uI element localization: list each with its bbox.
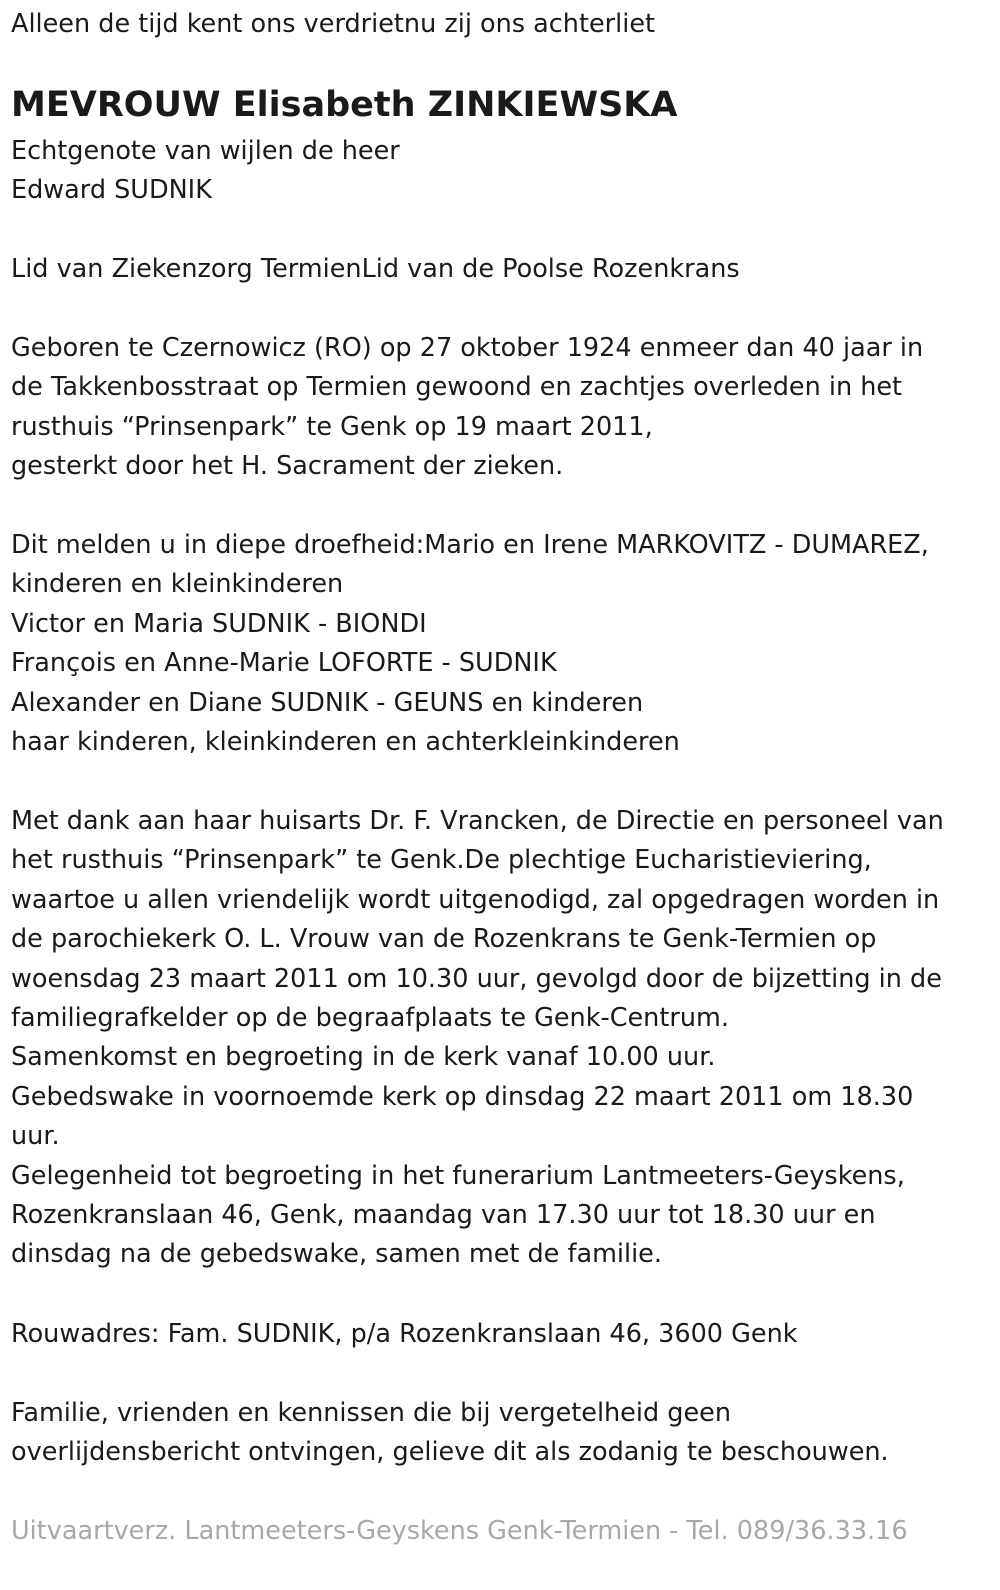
paragraph-line: Dit melden u in diepe droefheid:Mario en Irene MARKOVITZ - DUMAREZ, — [11, 530, 929, 560]
paragraph-line: Gebedswake in voornoemde kerk op dinsdag 22 maart 2011 om 18.30 — [11, 1081, 914, 1112]
paragraph-line: het rusthuis “Prinsenpark” te Genk.De plechtige Eucharistieviering, — [11, 845, 872, 876]
paragraph-line: familiegrafkelder op de begraafplaats te Genk-Centrum. — [11, 1003, 729, 1034]
paragraph-line: Familie, vrienden en kennissen die bij vergetelheid geen — [11, 1398, 731, 1428]
spouse-name: Edward SUDNIK — [11, 175, 212, 206]
paragraph-line: dinsdag na de gebedswake, samen met de familie. — [11, 1239, 662, 1270]
paragraph-line: Victor en Maria SUDNIK - BIONDI — [11, 608, 427, 639]
motto: Alleen de tijd kent ons verdrietnu zij ons achterliet — [11, 9, 655, 39]
paragraph-line: waartoe u allen vriendelijk wordt uitgenodigd, zal opgedragen worden in — [11, 884, 940, 915]
address-line: Rouwadres: Fam. SUDNIK, p/a Rozenkranslaan 46, 3600 Genk — [11, 1319, 798, 1349]
paragraph-line: Met dank aan haar huisarts Dr. F. Vrancken, de Directie en personeel van — [11, 806, 944, 836]
paragraph-line: kinderen en kleinkinderen — [11, 569, 344, 600]
paragraph-line: overlijdensbericht ontvingen, gelieve dit als zodanig te beschouwen. — [11, 1437, 889, 1468]
paragraph-line: rusthuis “Prinsenpark” te Genk op 19 maart 2011, — [11, 411, 653, 442]
paragraph-line: Alexander en Diane SUDNIK - GEUNS en kinderen — [11, 687, 644, 718]
paragraph-line: de parochiekerk O. L. Vrouw van de Rozenkrans te Genk-Termien op — [11, 924, 877, 955]
paragraph-line: Samenkomst en begroeting in de kerk vanaf 10.00 uur. — [11, 1042, 716, 1073]
paragraph-line: de Takkenbosstraat op Termien gewoond en zachtjes overleden in het — [11, 372, 903, 403]
paragraph-line: woensdag 23 maart 2011 om 10.30 uur, gevolgd door de bijzetting in de — [11, 963, 942, 994]
paragraph-line: Rozenkranslaan 46, Genk, maandag van 17.30 uur tot 18.30 uur en — [11, 1200, 876, 1231]
announcement-paragraph — [11, 526, 929, 762]
spouse-info — [11, 132, 400, 211]
birth-death-paragraph — [11, 329, 923, 487]
paragraph-line: Geboren te Czernowicz (RO) op 27 oktober 1924 enmeer dan 40 jaar in — [11, 333, 924, 363]
paragraph-line: uur. — [11, 1121, 60, 1152]
memberships-line: Lid van Ziekenzorg TermienLid van de Poolse Rozenkrans — [11, 254, 740, 284]
paragraph-line: gesterkt door het H. Sacrament der zieken. — [11, 451, 564, 482]
funeral-home-footer: Uitvaartverz. Lantmeeters-Geyskens Genk-Termien - Tel. 089/36.33.16 — [11, 1516, 908, 1546]
deceased-name: MEVROUW Elisabeth ZINKIEWSKA — [11, 85, 678, 125]
mourning-address — [11, 1315, 798, 1354]
memberships — [11, 250, 740, 289]
spouse-line: Echtgenote van wijlen de heer — [11, 136, 400, 166]
notice-paragraph — [11, 1394, 889, 1473]
paragraph-line: François en Anne-Marie LOFORTE - SUDNIK — [11, 648, 557, 679]
paragraph-line: Gelegenheid tot begroeting in het funerarium Lantmeeters-Geyskens, — [11, 1160, 905, 1191]
ceremony-paragraph — [11, 802, 944, 1275]
paragraph-line: haar kinderen, kleinkinderen en achterkleinkinderen — [11, 727, 680, 758]
